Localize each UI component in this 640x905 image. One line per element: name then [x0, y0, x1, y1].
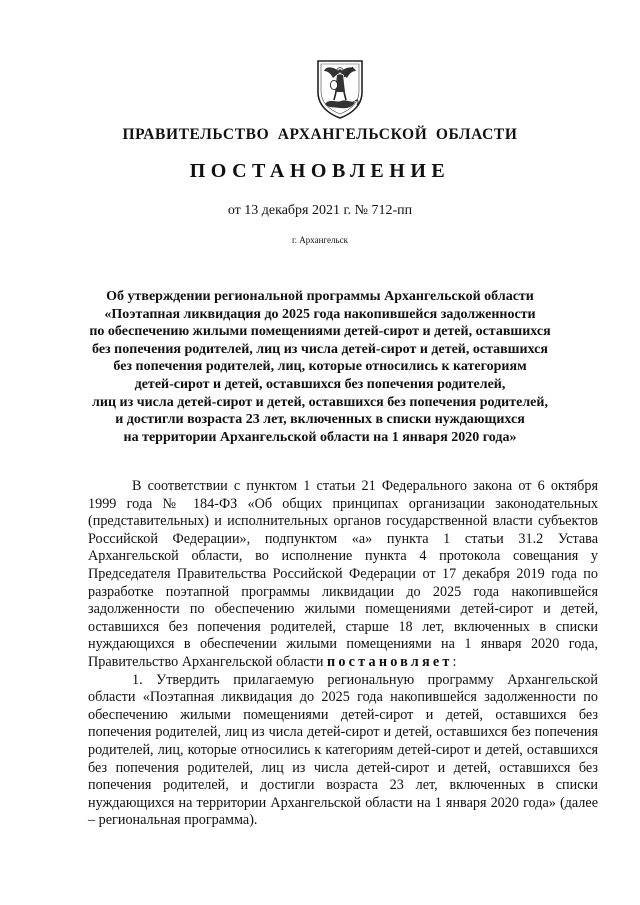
document-title-line: без попечения родителей, лиц, которые относились к категориям [113, 359, 527, 375]
preamble-end: : [452, 653, 457, 670]
document-date-number: от 13 декабря 2021 г. № 712-пп [227, 203, 413, 218]
document-title-line: детей-сирот и детей, оставшихся без попечения родителей, [134, 376, 506, 392]
document-title-line: на территории Архангельской области на 1 января 2020 года» [123, 429, 517, 445]
document-title-line: и достигли возраста 23 лет, включенных в списки нуждающихся [115, 412, 525, 428]
document-title [80, 288, 560, 446]
document-title-line: «Поэтапная ликвидация до 2025 года накопившейся задолженности [104, 306, 536, 322]
document-title-line: Об утверждении региональной программы Архангельской области [106, 289, 534, 304]
body-paragraph-preamble [88, 478, 598, 672]
body-paragraph-item-1: 1. Утвердить прилагаемую региональную программу Архангельской области «Поэтапная ликвидация до 2025 года накопившейся задолженности по обеспечению жилыми помещениями детей-сирот и детей, оставшихся без попечения родителей, лиц из числа детей-сирот и детей, оставшихся без попечения родителей, лиц, которые относились к категориям детей-сирот и детей, оставшихся без попечения родителей, лиц из числа детей-сирот и детей, оставшихся без попечения родителей, и достигли возраста 23 лет, включенных в списки нуждающихся на территории Архангельской области на 1 января 2020 года» (далее – региональная программа). [88, 671, 598, 829]
arkhangelsk-coat-of-arms-icon [313, 58, 367, 120]
document-title-line: по обеспечению жилыми помещениями детей-сирот и детей, оставшихся [89, 324, 551, 340]
document-title-line: лиц из числа детей-сирот и детей, оставшихся без попечения родителей, [92, 394, 548, 410]
resolution-verb: постановляет [327, 653, 453, 670]
document-title-line: без попечения родителей, лиц из числа детей-сирот и детей, оставшихся [92, 341, 548, 357]
document-body [88, 478, 598, 830]
document-city: г. Архангельск [292, 235, 348, 245]
document-type: ПОСТАНОВЛЕНИЕ [189, 160, 451, 182]
preamble-text: В соответствии с пунктом 1 статьи 21 Федерального закона от 6 октября 1999 года № 184-ФЗ «Об общих принципах организации законодательных (представительных) и исполнительных органов государственной власти субъектов Российской Федерации», подпунктом «а» пункта 1 статьи 31.2 Устава Архангельской области, во исполнение пункта 4 протокола совещания у Председателя Правительства Российской Федерации от 17 декабря 2019 года по разработке поэтапной программы ликвидации до 2025 года накопившейся задолженности по обеспечению жилыми помещениями детей-сирот и детей, оставшихся без попечения родителей, старше 18 лет, включенных в списки нуждающихся в обеспечении жилыми помещениями на 1 января 2020 года, Правительство Архангельской области [88, 478, 598, 670]
government-title: ПРАВИТЕЛЬСТВО АРХАНГЕЛЬСКОЙ ОБЛАСТИ [122, 126, 518, 143]
